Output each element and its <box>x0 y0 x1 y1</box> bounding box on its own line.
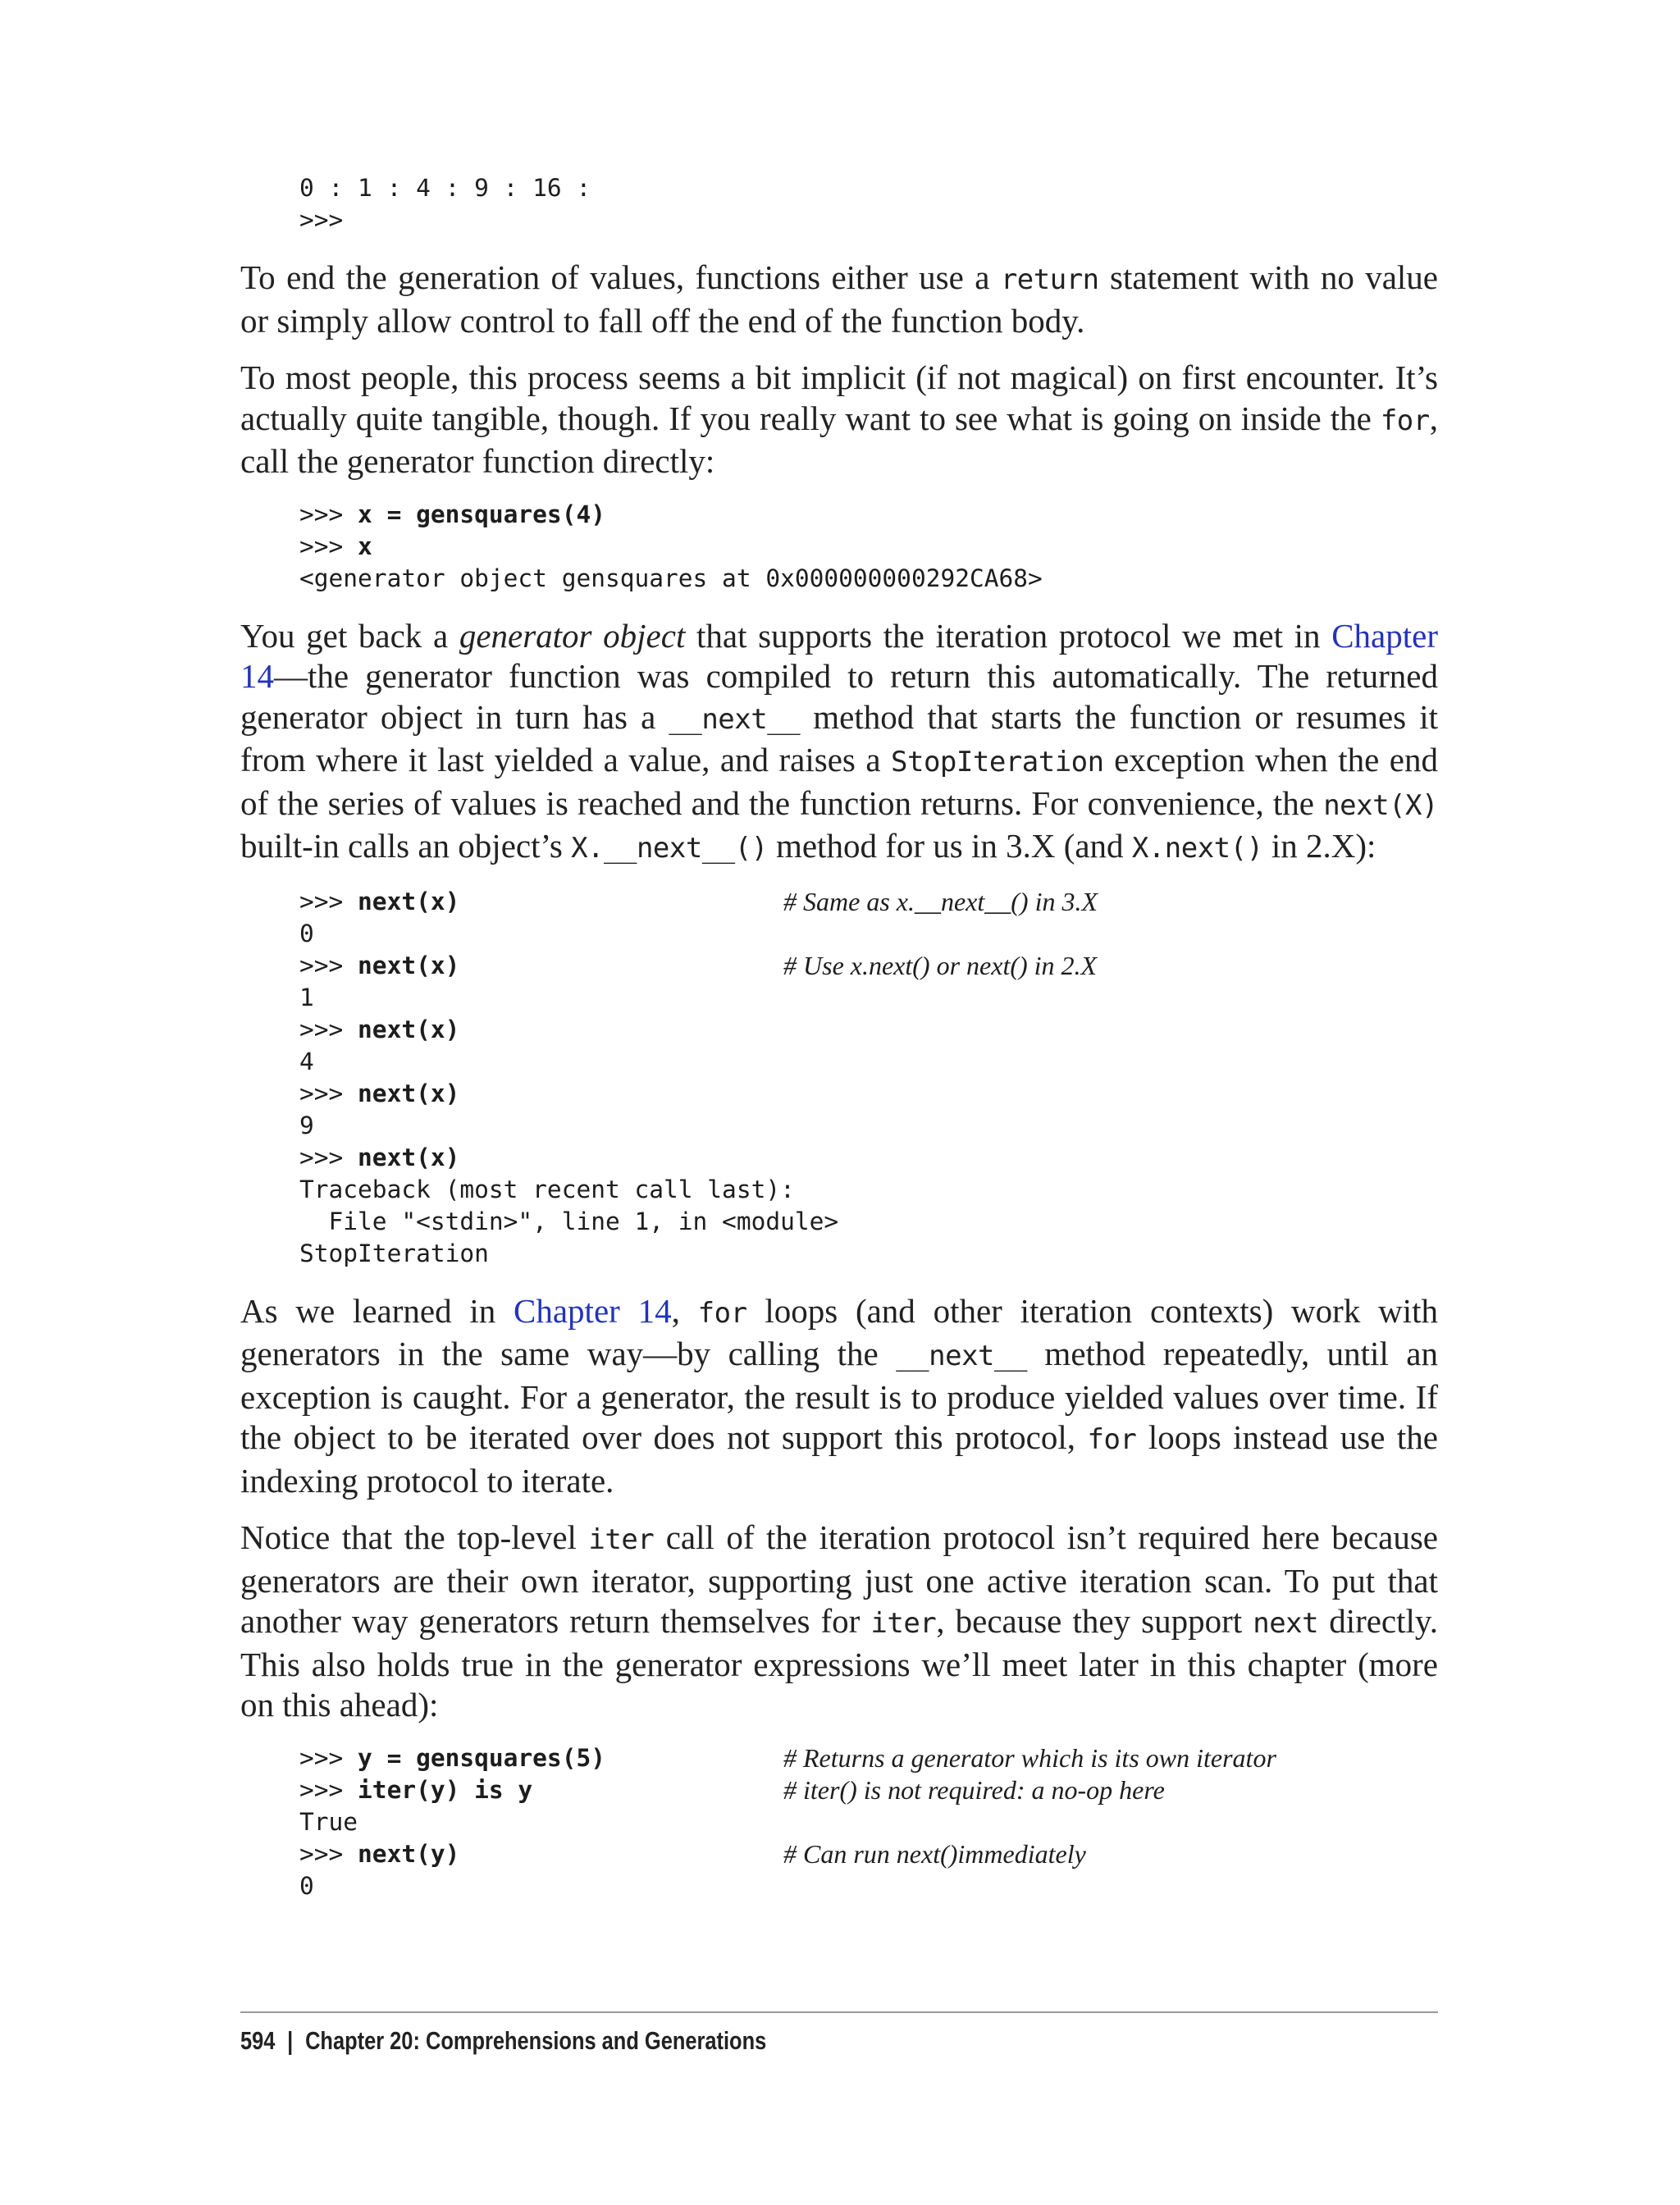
code-command: next(x) <box>358 951 460 979</box>
text: Notice that the top-level <box>240 1518 589 1556</box>
code-command: y = gensquares(5) <box>358 1743 605 1772</box>
paragraph-implicit-process <box>240 358 1438 482</box>
code-line <box>299 950 1438 982</box>
code-command: iter(y) is y <box>358 1775 533 1804</box>
code-block-next-calls <box>240 886 1438 1270</box>
inline-code: return <box>1000 263 1099 296</box>
code-line <box>299 1142 1438 1174</box>
text: that supports the iteration protocol we met in <box>685 616 1332 655</box>
text: , <box>671 1291 698 1330</box>
code-line: >>> <box>299 206 344 234</box>
code-line: StopIteration <box>299 1239 489 1267</box>
code-line: 0 : 1 : 4 : 9 : 16 : <box>299 174 591 202</box>
code-command: x = gensquares(4) <box>358 500 605 528</box>
footer-divider <box>240 2011 1438 2013</box>
prompt: >>> <box>299 951 358 979</box>
code-command: x <box>358 532 372 560</box>
text: call of the iteration protocol isn’t required here because generators are their own iterator, supporting just one active iteration scan. To put that another way generators return themselves for <box>240 1518 1438 1640</box>
inline-code: __next__ <box>896 1340 1027 1372</box>
code-comment: # Can run next()immediately <box>783 1838 1086 1869</box>
paragraph-for-loops <box>240 1291 1438 1502</box>
inline-code: iter <box>588 1523 655 1556</box>
prompt: >>> <box>299 1839 358 1868</box>
text: method for us in 3.X (and <box>767 827 1132 865</box>
code-line <box>299 886 1438 918</box>
chapter-link[interactable]: Chapter 14 <box>514 1291 672 1330</box>
footer-separator: | <box>287 2026 294 2055</box>
page-number: 594 <box>240 2026 276 2055</box>
text: in 2.X): <box>1262 827 1376 865</box>
code-line: 0 <box>299 1871 314 1900</box>
code-line: 9 <box>299 1111 314 1139</box>
emphasis: generator object <box>459 616 686 655</box>
code-line <box>299 1838 1438 1870</box>
page-footer <box>240 2026 766 2056</box>
code-block-output <box>240 172 1438 236</box>
code-line <box>299 1014 1438 1046</box>
code-line: 0 <box>299 919 314 947</box>
text: method repeatedly, until an exception is caught. For a generator, the result is to produce yielded values over time. If the object to be iterated over does not support this protocol, <box>240 1335 1438 1456</box>
page-content <box>240 172 1438 1902</box>
chapter-title: Chapter 20: Comprehensions and Generations <box>305 2026 767 2055</box>
text: method that starts the function or resumes it from where it last yielded a value, and raises a <box>240 697 1438 778</box>
inline-code: for <box>1380 404 1430 437</box>
text: To most people, this process seems a bit implicit (if not magical) on first encounter. It’s actually quite tangible, though. If you really want to see what is going on inside the <box>240 358 1438 437</box>
paragraph-end-generation <box>240 258 1438 341</box>
code-line <box>299 499 1438 531</box>
code-command: next(x) <box>358 1015 460 1043</box>
prompt: >>> <box>299 500 358 528</box>
code-comment: # Returns a generator which is its own iterator <box>783 1742 1276 1773</box>
code-command: next(y) <box>358 1839 460 1868</box>
inline-code: next(X) <box>1323 788 1438 822</box>
inline-code: next <box>1253 1607 1319 1640</box>
code-line: 4 <box>299 1047 314 1075</box>
text: loops (and other iteration contexts) work with generators in the same way—by calling the <box>240 1291 1438 1372</box>
chapter-link[interactable]: Chapter 14 <box>240 616 1438 695</box>
text: built-in calls an object’s <box>240 827 572 865</box>
inline-code: X.__next__() <box>571 832 768 865</box>
inline-code: for <box>1087 1423 1137 1456</box>
inline-code: iter <box>870 1607 937 1640</box>
text: statement with no value or simply allow control to fall off the end of the function body. <box>240 258 1438 340</box>
code-block-gensquares <box>240 499 1438 595</box>
code-command: next(x) <box>358 1079 460 1107</box>
prompt: >>> <box>299 1143 358 1171</box>
text: You get back a <box>240 616 459 655</box>
prompt: >>> <box>299 1079 358 1107</box>
inline-code: StopIteration <box>891 746 1104 778</box>
text: , call the generator function directly: <box>240 399 1438 480</box>
code-line: <generator object gensquares at 0x000000000292CA68> <box>299 564 1043 592</box>
text: directly. This also holds true in the generator expressions we’ll meet later in this chapter (more on this ahead): <box>240 1602 1439 1723</box>
text: To end the generation of values, functions either use a <box>240 258 1001 296</box>
code-comment: # iter() is not required: a no-op here <box>783 1774 1165 1805</box>
paragraph-iter-call <box>240 1518 1438 1726</box>
code-command: next(x) <box>358 1143 460 1171</box>
inline-code: for <box>697 1296 747 1330</box>
text: loops instead use the indexing protocol to iterate. <box>240 1418 1438 1500</box>
prompt: >>> <box>299 1015 358 1043</box>
prompt: >>> <box>299 887 358 915</box>
code-comment: # Same as x.__next__() in 3.X <box>783 886 1098 916</box>
code-command: next(x) <box>358 887 460 915</box>
text: , because they support <box>936 1602 1253 1640</box>
code-line: True <box>299 1807 358 1836</box>
code-line: Traceback (most recent call last): <box>299 1175 795 1203</box>
code-line: File "<stdin>", line 1, in <module> <box>299 1207 839 1235</box>
code-line: 1 <box>299 983 314 1011</box>
code-comment: # Use x.next() or next() in 2.X <box>783 950 1098 980</box>
inline-code: __next__ <box>669 702 801 736</box>
paragraph-generator-object <box>240 616 1438 870</box>
code-line <box>299 1774 1438 1806</box>
code-line <box>299 1742 1438 1774</box>
code-line <box>299 1078 1438 1110</box>
code-line <box>299 531 1438 563</box>
text: As we learned in <box>240 1291 514 1330</box>
prompt: >>> <box>299 532 358 560</box>
text: exception when the end of the series of values is reached and the function returns. For convenience, the <box>240 741 1439 822</box>
text: —the generator function was compiled to return this automatically. The returned generator object in turn has a <box>240 657 1438 736</box>
prompt: >>> <box>299 1775 358 1804</box>
prompt: >>> <box>299 1743 358 1772</box>
inline-code: X.next() <box>1131 832 1263 865</box>
code-block-own-iterator <box>240 1742 1438 1902</box>
